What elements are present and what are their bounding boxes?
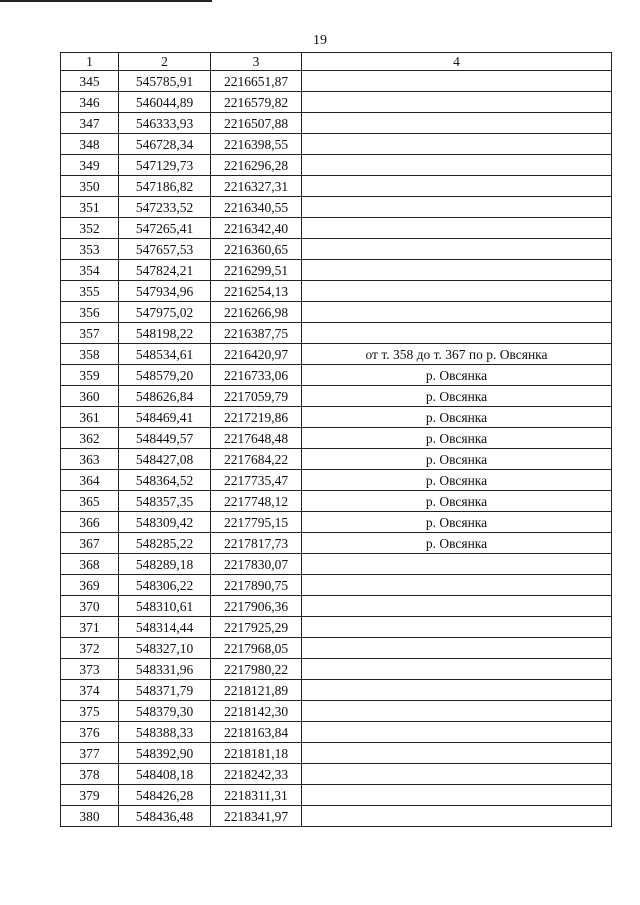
point-number-cell: 368 bbox=[61, 554, 119, 575]
y-coordinate-cell: 2217817,73 bbox=[211, 533, 302, 554]
x-coordinate-cell: 548626,84 bbox=[119, 386, 211, 407]
table-row bbox=[61, 659, 612, 680]
point-number-cell: 356 bbox=[61, 302, 119, 323]
x-coordinate-cell: 548392,90 bbox=[119, 743, 211, 764]
point-number-cell: 358 bbox=[61, 344, 119, 365]
y-coordinate-cell: 2216507,88 bbox=[211, 113, 302, 134]
x-coordinate-cell: 547265,41 bbox=[119, 218, 211, 239]
x-coordinate-cell: 548436,48 bbox=[119, 806, 211, 827]
x-coordinate-cell: 547186,82 bbox=[119, 176, 211, 197]
table-row bbox=[61, 701, 612, 722]
y-coordinate-cell: 2216266,98 bbox=[211, 302, 302, 323]
x-coordinate-cell: 548327,10 bbox=[119, 638, 211, 659]
y-coordinate-cell: 2216254,13 bbox=[211, 281, 302, 302]
description-cell bbox=[302, 197, 612, 218]
y-coordinate-cell: 2216579,82 bbox=[211, 92, 302, 113]
table-row bbox=[61, 554, 612, 575]
point-number-cell: 350 bbox=[61, 176, 119, 197]
description-cell bbox=[302, 323, 612, 344]
description-cell: р. Овсянка bbox=[302, 407, 612, 428]
y-coordinate-cell: 2218311,31 bbox=[211, 785, 302, 806]
description-cell: р. Овсянка bbox=[302, 470, 612, 491]
y-coordinate-cell: 2217059,79 bbox=[211, 386, 302, 407]
description-cell bbox=[302, 659, 612, 680]
y-coordinate-cell: 2216296,28 bbox=[211, 155, 302, 176]
description-cell bbox=[302, 218, 612, 239]
description-cell: от т. 358 до т. 367 по р. Овсянка bbox=[302, 344, 612, 365]
y-coordinate-cell: 2216340,55 bbox=[211, 197, 302, 218]
table-row bbox=[61, 302, 612, 323]
table-row bbox=[61, 680, 612, 701]
x-coordinate-cell: 548379,30 bbox=[119, 701, 211, 722]
x-coordinate-cell: 547657,53 bbox=[119, 239, 211, 260]
point-number-cell: 353 bbox=[61, 239, 119, 260]
description-cell bbox=[302, 113, 612, 134]
point-number-cell: 374 bbox=[61, 680, 119, 701]
point-number-cell: 363 bbox=[61, 449, 119, 470]
table-row bbox=[61, 155, 612, 176]
x-coordinate-cell: 548289,18 bbox=[119, 554, 211, 575]
table-row bbox=[61, 407, 612, 428]
table-row bbox=[61, 218, 612, 239]
description-cell bbox=[302, 554, 612, 575]
table-row bbox=[61, 92, 612, 113]
description-cell: р. Овсянка bbox=[302, 386, 612, 407]
table-header-row bbox=[61, 53, 612, 71]
y-coordinate-cell: 2218121,89 bbox=[211, 680, 302, 701]
description-cell bbox=[302, 260, 612, 281]
table-row bbox=[61, 806, 612, 827]
table-row bbox=[61, 134, 612, 155]
column-header-x: 2 bbox=[119, 53, 211, 71]
description-cell bbox=[302, 71, 612, 92]
column-header-point: 1 bbox=[61, 53, 119, 71]
y-coordinate-cell: 2218142,30 bbox=[211, 701, 302, 722]
description-cell bbox=[302, 134, 612, 155]
point-number-cell: 347 bbox=[61, 113, 119, 134]
point-number-cell: 364 bbox=[61, 470, 119, 491]
y-coordinate-cell: 2216360,65 bbox=[211, 239, 302, 260]
table-row bbox=[61, 764, 612, 785]
y-coordinate-cell: 2216733,06 bbox=[211, 365, 302, 386]
y-coordinate-cell: 2216651,87 bbox=[211, 71, 302, 92]
point-number-cell: 375 bbox=[61, 701, 119, 722]
point-number-cell: 354 bbox=[61, 260, 119, 281]
point-number-cell: 373 bbox=[61, 659, 119, 680]
x-coordinate-cell: 547129,73 bbox=[119, 155, 211, 176]
point-number-cell: 377 bbox=[61, 743, 119, 764]
description-cell: р. Овсянка bbox=[302, 491, 612, 512]
y-coordinate-cell: 2217648,48 bbox=[211, 428, 302, 449]
table-row bbox=[61, 491, 612, 512]
x-coordinate-cell: 545785,91 bbox=[119, 71, 211, 92]
table-row bbox=[61, 428, 612, 449]
table-row bbox=[61, 71, 612, 92]
y-coordinate-cell: 2217925,29 bbox=[211, 617, 302, 638]
description-cell bbox=[302, 638, 612, 659]
point-number-cell: 362 bbox=[61, 428, 119, 449]
column-header-y: 3 bbox=[211, 53, 302, 71]
scan-edge-line bbox=[0, 0, 212, 2]
x-coordinate-cell: 548331,96 bbox=[119, 659, 211, 680]
x-coordinate-cell: 548469,41 bbox=[119, 407, 211, 428]
table-row bbox=[61, 260, 612, 281]
description-cell bbox=[302, 281, 612, 302]
y-coordinate-cell: 2216299,51 bbox=[211, 260, 302, 281]
y-coordinate-cell: 2216327,31 bbox=[211, 176, 302, 197]
x-coordinate-cell: 547975,02 bbox=[119, 302, 211, 323]
point-number-cell: 349 bbox=[61, 155, 119, 176]
table-row bbox=[61, 575, 612, 596]
x-coordinate-cell: 546044,89 bbox=[119, 92, 211, 113]
point-number-cell: 359 bbox=[61, 365, 119, 386]
point-number-cell: 348 bbox=[61, 134, 119, 155]
table-row bbox=[61, 785, 612, 806]
y-coordinate-cell: 2216342,40 bbox=[211, 218, 302, 239]
table-row bbox=[61, 722, 612, 743]
y-coordinate-cell: 2217830,07 bbox=[211, 554, 302, 575]
description-cell: р. Овсянка bbox=[302, 533, 612, 554]
point-number-cell: 369 bbox=[61, 575, 119, 596]
column-header-description: 4 bbox=[302, 53, 612, 71]
x-coordinate-cell: 548310,61 bbox=[119, 596, 211, 617]
y-coordinate-cell: 2217735,47 bbox=[211, 470, 302, 491]
y-coordinate-cell: 2218181,18 bbox=[211, 743, 302, 764]
table-row bbox=[61, 617, 612, 638]
table-row bbox=[61, 197, 612, 218]
point-number-cell: 372 bbox=[61, 638, 119, 659]
description-cell bbox=[302, 743, 612, 764]
table-row bbox=[61, 281, 612, 302]
y-coordinate-cell: 2217980,22 bbox=[211, 659, 302, 680]
x-coordinate-cell: 548426,28 bbox=[119, 785, 211, 806]
point-number-cell: 380 bbox=[61, 806, 119, 827]
y-coordinate-cell: 2217748,12 bbox=[211, 491, 302, 512]
description-cell bbox=[302, 176, 612, 197]
table-row bbox=[61, 113, 612, 134]
point-number-cell: 355 bbox=[61, 281, 119, 302]
x-coordinate-cell: 548309,42 bbox=[119, 512, 211, 533]
table-row bbox=[61, 386, 612, 407]
point-number-cell: 352 bbox=[61, 218, 119, 239]
x-coordinate-cell: 547824,21 bbox=[119, 260, 211, 281]
y-coordinate-cell: 2217890,75 bbox=[211, 575, 302, 596]
y-coordinate-cell: 2217684,22 bbox=[211, 449, 302, 470]
point-number-cell: 346 bbox=[61, 92, 119, 113]
description-cell: р. Овсянка bbox=[302, 365, 612, 386]
x-coordinate-cell: 548357,35 bbox=[119, 491, 211, 512]
x-coordinate-cell: 548285,22 bbox=[119, 533, 211, 554]
description-cell bbox=[302, 575, 612, 596]
point-number-cell: 366 bbox=[61, 512, 119, 533]
x-coordinate-cell: 548449,57 bbox=[119, 428, 211, 449]
x-coordinate-cell: 548427,08 bbox=[119, 449, 211, 470]
table-row bbox=[61, 323, 612, 344]
y-coordinate-cell: 2217968,05 bbox=[211, 638, 302, 659]
description-cell bbox=[302, 764, 612, 785]
y-coordinate-cell: 2218341,97 bbox=[211, 806, 302, 827]
point-number-cell: 378 bbox=[61, 764, 119, 785]
point-number-cell: 370 bbox=[61, 596, 119, 617]
point-number-cell: 367 bbox=[61, 533, 119, 554]
description-cell bbox=[302, 785, 612, 806]
table-row bbox=[61, 239, 612, 260]
x-coordinate-cell: 548364,52 bbox=[119, 470, 211, 491]
description-cell: р. Овсянка bbox=[302, 512, 612, 533]
point-number-cell: 361 bbox=[61, 407, 119, 428]
x-coordinate-cell: 548314,44 bbox=[119, 617, 211, 638]
y-coordinate-cell: 2217219,86 bbox=[211, 407, 302, 428]
table-row bbox=[61, 176, 612, 197]
coordinates-table bbox=[60, 52, 612, 827]
x-coordinate-cell: 547934,96 bbox=[119, 281, 211, 302]
x-coordinate-cell: 548388,33 bbox=[119, 722, 211, 743]
point-number-cell: 345 bbox=[61, 71, 119, 92]
x-coordinate-cell: 546728,34 bbox=[119, 134, 211, 155]
y-coordinate-cell: 2218242,33 bbox=[211, 764, 302, 785]
table-row bbox=[61, 344, 612, 365]
description-cell bbox=[302, 701, 612, 722]
page-number: 19 bbox=[313, 33, 327, 48]
table-row bbox=[61, 533, 612, 554]
y-coordinate-cell: 2217795,15 bbox=[211, 512, 302, 533]
x-coordinate-cell: 548408,18 bbox=[119, 764, 211, 785]
table-row bbox=[61, 470, 612, 491]
description-cell bbox=[302, 806, 612, 827]
x-coordinate-cell: 548579,20 bbox=[119, 365, 211, 386]
point-number-cell: 357 bbox=[61, 323, 119, 344]
description-cell bbox=[302, 155, 612, 176]
x-coordinate-cell: 548306,22 bbox=[119, 575, 211, 596]
point-number-cell: 351 bbox=[61, 197, 119, 218]
description-cell bbox=[302, 722, 612, 743]
y-coordinate-cell: 2218163,84 bbox=[211, 722, 302, 743]
description-cell bbox=[302, 680, 612, 701]
table-row bbox=[61, 596, 612, 617]
description-cell bbox=[302, 596, 612, 617]
x-coordinate-cell: 548198,22 bbox=[119, 323, 211, 344]
description-cell: р. Овсянка bbox=[302, 428, 612, 449]
description-cell bbox=[302, 92, 612, 113]
table-row bbox=[61, 743, 612, 764]
point-number-cell: 371 bbox=[61, 617, 119, 638]
y-coordinate-cell: 2216398,55 bbox=[211, 134, 302, 155]
table-row bbox=[61, 512, 612, 533]
table-row bbox=[61, 449, 612, 470]
x-coordinate-cell: 548534,61 bbox=[119, 344, 211, 365]
y-coordinate-cell: 2216387,75 bbox=[211, 323, 302, 344]
x-coordinate-cell: 548371,79 bbox=[119, 680, 211, 701]
y-coordinate-cell: 2216420,97 bbox=[211, 344, 302, 365]
table-row bbox=[61, 365, 612, 386]
table-row bbox=[61, 638, 612, 659]
point-number-cell: 360 bbox=[61, 386, 119, 407]
point-number-cell: 376 bbox=[61, 722, 119, 743]
x-coordinate-cell: 546333,93 bbox=[119, 113, 211, 134]
y-coordinate-cell: 2217906,36 bbox=[211, 596, 302, 617]
point-number-cell: 365 bbox=[61, 491, 119, 512]
description-cell bbox=[302, 302, 612, 323]
point-number-cell: 379 bbox=[61, 785, 119, 806]
x-coordinate-cell: 547233,52 bbox=[119, 197, 211, 218]
description-cell bbox=[302, 617, 612, 638]
description-cell: р. Овсянка bbox=[302, 449, 612, 470]
description-cell bbox=[302, 239, 612, 260]
